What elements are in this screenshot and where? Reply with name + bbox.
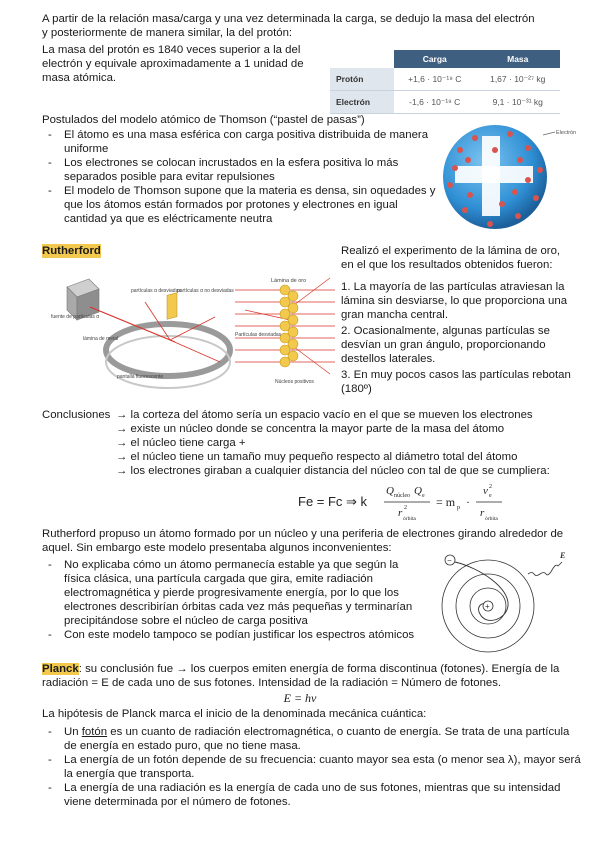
formula-r-exp: 2 <box>404 505 407 511</box>
planck-paragraph <box>42 662 582 690</box>
formula-r-sub: órbita <box>403 516 416 522</box>
nucleus-plus: + <box>485 602 490 611</box>
table-cell-name: Protón <box>330 68 394 91</box>
label-nuclei: Núcleos positivos <box>275 379 314 385</box>
list-item-text: La energía de una radiación es la energía de cada uno de sus fotones, mientras que su intensidad viene determinada por el número de fotones. <box>64 782 561 808</box>
table-row <box>330 91 560 114</box>
formula-middle: = m <box>436 495 456 509</box>
formula-v-exp: 2 <box>489 484 492 490</box>
list-item: 2. Ocasionalmente, algunas partículas se desvían un gran ángulo, proporcionando destellos laterales. <box>341 325 550 365</box>
label-leader-line <box>543 132 555 135</box>
formula-q-nucleus: Q <box>386 485 394 497</box>
label-undeflected: partículas α no desviadas <box>177 288 234 294</box>
rutherford-heading: Rutherford <box>42 245 101 257</box>
electron-minus: − <box>447 556 452 565</box>
table-cell-mass: 9,1 · 10⁻³¹ kg <box>475 91 560 114</box>
thomson-plum-pudding-figure <box>440 120 590 235</box>
conclusions-list <box>116 408 576 478</box>
list-item <box>42 725 582 753</box>
formula-dot: · <box>466 495 470 509</box>
formula-v-sub: e <box>489 493 492 499</box>
thomson-title: Postulados del modelo atómico de Thomson (“pastel de pasas”) <box>42 114 365 126</box>
list-item <box>42 753 582 781</box>
photon-word: fotón <box>81 726 108 738</box>
table-cell-charge: -1,6 · 10⁻¹⁹ C <box>394 91 475 114</box>
planck-formula: E = hν <box>283 691 317 705</box>
table-row <box>330 68 560 91</box>
fluorescent-screen-base <box>106 336 230 388</box>
formula-q-nucleus-sub: núcleo <box>394 493 410 499</box>
table-header-empty <box>330 50 394 68</box>
list-item <box>42 781 582 809</box>
table-header-row <box>330 50 560 68</box>
label-deflected: partículas α desviadas <box>131 288 181 294</box>
formula-q-electron: Q <box>414 485 422 497</box>
gold-foil-figure <box>235 270 335 395</box>
list-item-text: Un <box>64 726 82 738</box>
table-cell-charge: +1,6 · 10⁻¹⁹ C <box>394 68 475 91</box>
list-item: - El modelo de Thomson supone que la materia es densa, sin oquedades y que los átomos están formados por protones y electrones en igual cantidad ya que es eléctricamente neutra <box>42 184 437 226</box>
table-header-mass: Masa <box>475 50 560 68</box>
list-item: → existe un núcleo donde se concentra la mayor parte de la masa del átomo <box>116 423 505 435</box>
list-item: - Los electrones se colocan incrustados en la esfera positiva lo más separados posible para evitar repulsiones <box>42 156 437 184</box>
conclusions-label: Conclusiones <box>42 409 111 421</box>
formula-lhs: Fe = Fc ⇒ k <box>298 494 368 509</box>
label-deflected-particles: Partículas desviadas <box>235 332 282 338</box>
balance-formula <box>290 480 530 524</box>
table-cell-name: Electrón <box>330 91 394 114</box>
rutherford-results-list <box>341 280 571 396</box>
list-item: - No explicaba cómo un átomo permanecía estable ya que según la física clásica, una partícula cargada que gira, emite radiación electromagnética y pierde progresivamente energía, por lo que los electrones describirían órbitas cada vez más pequeñas y terminarían precipitándose sobre el núcleo de carga positiva <box>42 558 422 628</box>
list-item: 3. En muy pocos casos las partículas rebotan (180º) <box>341 369 571 395</box>
plus-sign-horizontal <box>455 166 533 183</box>
metal-foil <box>167 293 177 320</box>
list-item-text: es un cuanto de radiación electromagnética, o cuanto de energía. Se trata de una partícula de energía en estado puro, que no tiene masa. <box>64 726 570 752</box>
table-cell-mass: 1,67 · 10⁻²⁷ kg <box>475 68 560 91</box>
list-item: → el núcleo tiene carga + <box>116 437 246 449</box>
thomson-postulates-list <box>42 128 437 226</box>
planck-hypothesis: La hipótesis de Planck marca el inicio de la denominada mecánica cuántica: <box>42 708 427 720</box>
fluorescent-screen-ring <box>106 324 230 376</box>
intro-paragraph-1: A partir de la relación masa/carga y una vez determinada la carga, se dedujo la masa del electrón y posteriormente de manera similar, la del protón: <box>42 13 535 39</box>
list-item: - El átomo es una masa esférica con carga positiva distribuida de manera uniforme <box>42 128 437 156</box>
rutherford-problems-intro: Rutherford propuso un átomo formado por un núcleo y una periferia de electrones girando alrededor de aquel. Sin embargo este modelo presentaba algunos inconvenientes: <box>42 528 564 554</box>
planck-list <box>42 725 582 809</box>
list-item: → los electrones giraban a cualquier distancia del núcleo con tal de que se cumpliera: <box>116 465 550 477</box>
label-source: fuente de partículas α <box>51 314 100 320</box>
list-item-text: La energía de un fotón depende de su frecuencia: cuanto mayor sea esta (o menor sea λ), mayor será la energía que transporta. <box>64 754 581 780</box>
radiation-wave <box>528 562 562 576</box>
list-item: → el núcleo tiene un tamaño muy pequeño respecto al diámetro total del átomo <box>116 451 518 463</box>
energy-label: E <box>560 551 566 560</box>
formula-q-electron-sub: e <box>422 493 425 499</box>
rutherford-apparatus-figure <box>45 262 235 392</box>
electron-label: Electrón <box>556 130 577 136</box>
intro-paragraph-2: La masa del protón es 1840 veces superior a la del electrón y equivale aproximadamente a 1 unidad de masa atómica. <box>42 44 304 84</box>
planck-text: : su conclusión fue → los cuerpos emiten energía de forma discontinua (fotones). Energía de la radiación = E de cada uno de sus fotones. Intensidad de la radiación = Número de fotones. <box>42 663 560 689</box>
label-screen: pantalla fluorescente <box>117 374 164 380</box>
planck-heading: Planck <box>42 663 79 675</box>
formula-r2-sub: órbita <box>485 516 498 522</box>
label-gold-foil: Lámina de oro <box>271 278 307 284</box>
formula-r2: r <box>480 507 485 519</box>
spiral-path <box>455 562 508 620</box>
table-header-charge: Carga <box>394 50 475 68</box>
mass-table <box>330 50 560 114</box>
collapsing-orbit-figure <box>420 548 580 656</box>
rutherford-intro: Realizó el experimento de la lámina de oro, en el que los resultados obtenidos fueron: <box>341 245 561 271</box>
formula-v: v <box>483 485 488 497</box>
list-item: 1. La mayoría de las partículas atraviesan la lámina sin desviarse, lo que proporciona una gran mancha central. <box>341 281 568 321</box>
formula-mp-sub: p <box>457 505 460 511</box>
rutherford-problems-list <box>42 558 422 642</box>
formula-r: r <box>398 507 403 519</box>
list-item: → la corteza del átomo sería un espacio vacío en el que se mueven los electrones <box>116 409 533 421</box>
label-foil: lámina de metal <box>83 336 119 342</box>
list-item: - Con este modelo tampoco se podían justificar los espectros atómicos <box>42 628 422 642</box>
